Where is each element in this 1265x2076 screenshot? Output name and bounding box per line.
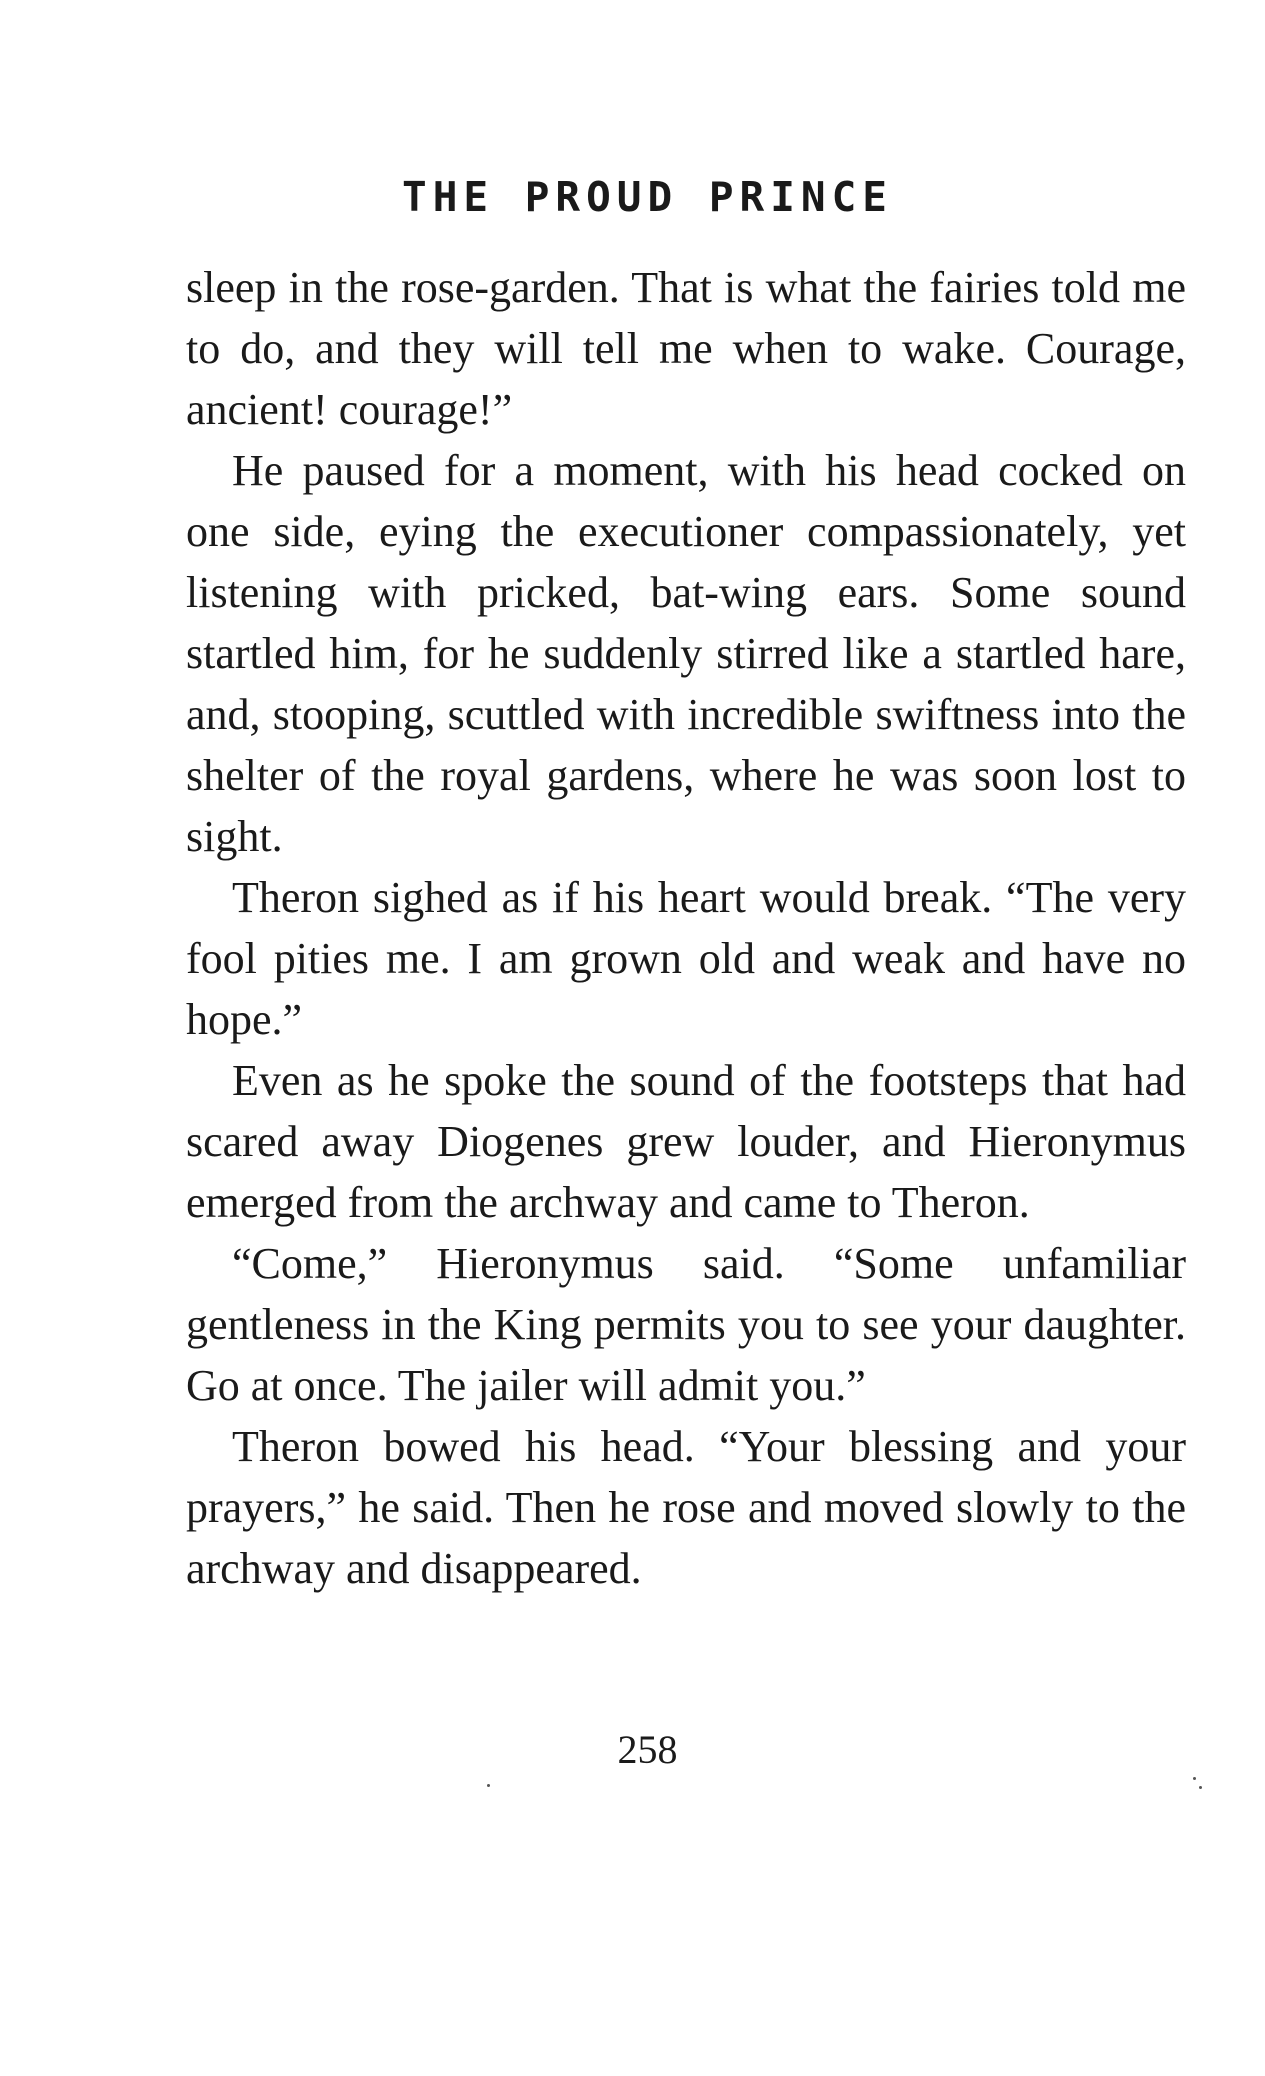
page-number: 258 <box>617 1727 678 1772</box>
paragraph-3: Theron sighed as if his heart would break. “The very fool pities me. I am grown old and weak and have no hope.” <box>186 873 1186 1044</box>
print-speck <box>487 1784 490 1787</box>
running-head: THE PROUD PRINCE <box>402 173 893 221</box>
paragraph-5: “Come,” Hieronymus said. “Some unfamiliar gentleness in the King permits you to see your daughter. Go at once. The jailer will admit you.” <box>186 1239 1186 1410</box>
paragraph-1: sleep in the rose-garden. That is what the fairies told me to do, and they will tell me when to wake. Courage, ancient! courage!” <box>186 263 1186 434</box>
paragraph-4: Even as he spoke the sound of the footsteps that had scared away Diogenes grew louder, and Hieronymus emerged from the archway and came to Theron. <box>186 1056 1186 1227</box>
paragraph-2: He paused for a moment, with his head cocked on one side, eying the executioner compassionately, yet listening with pricked, bat-wing ears. Some sound startled him, for he suddenly stirred like a startled hare, and, stooping, scuttled with incredible swiftness into the shelter of the royal gardens, where he was soon lost to sight. <box>186 446 1186 861</box>
paragraph-6: Theron bowed his head. “Your blessing and your prayers,” he said. Then he rose and moved slowly to the archway and disappeared. <box>186 1422 1186 1593</box>
print-speck <box>1193 1777 1196 1780</box>
print-speck <box>1199 1786 1202 1789</box>
body-text <box>186 257 1186 1599</box>
